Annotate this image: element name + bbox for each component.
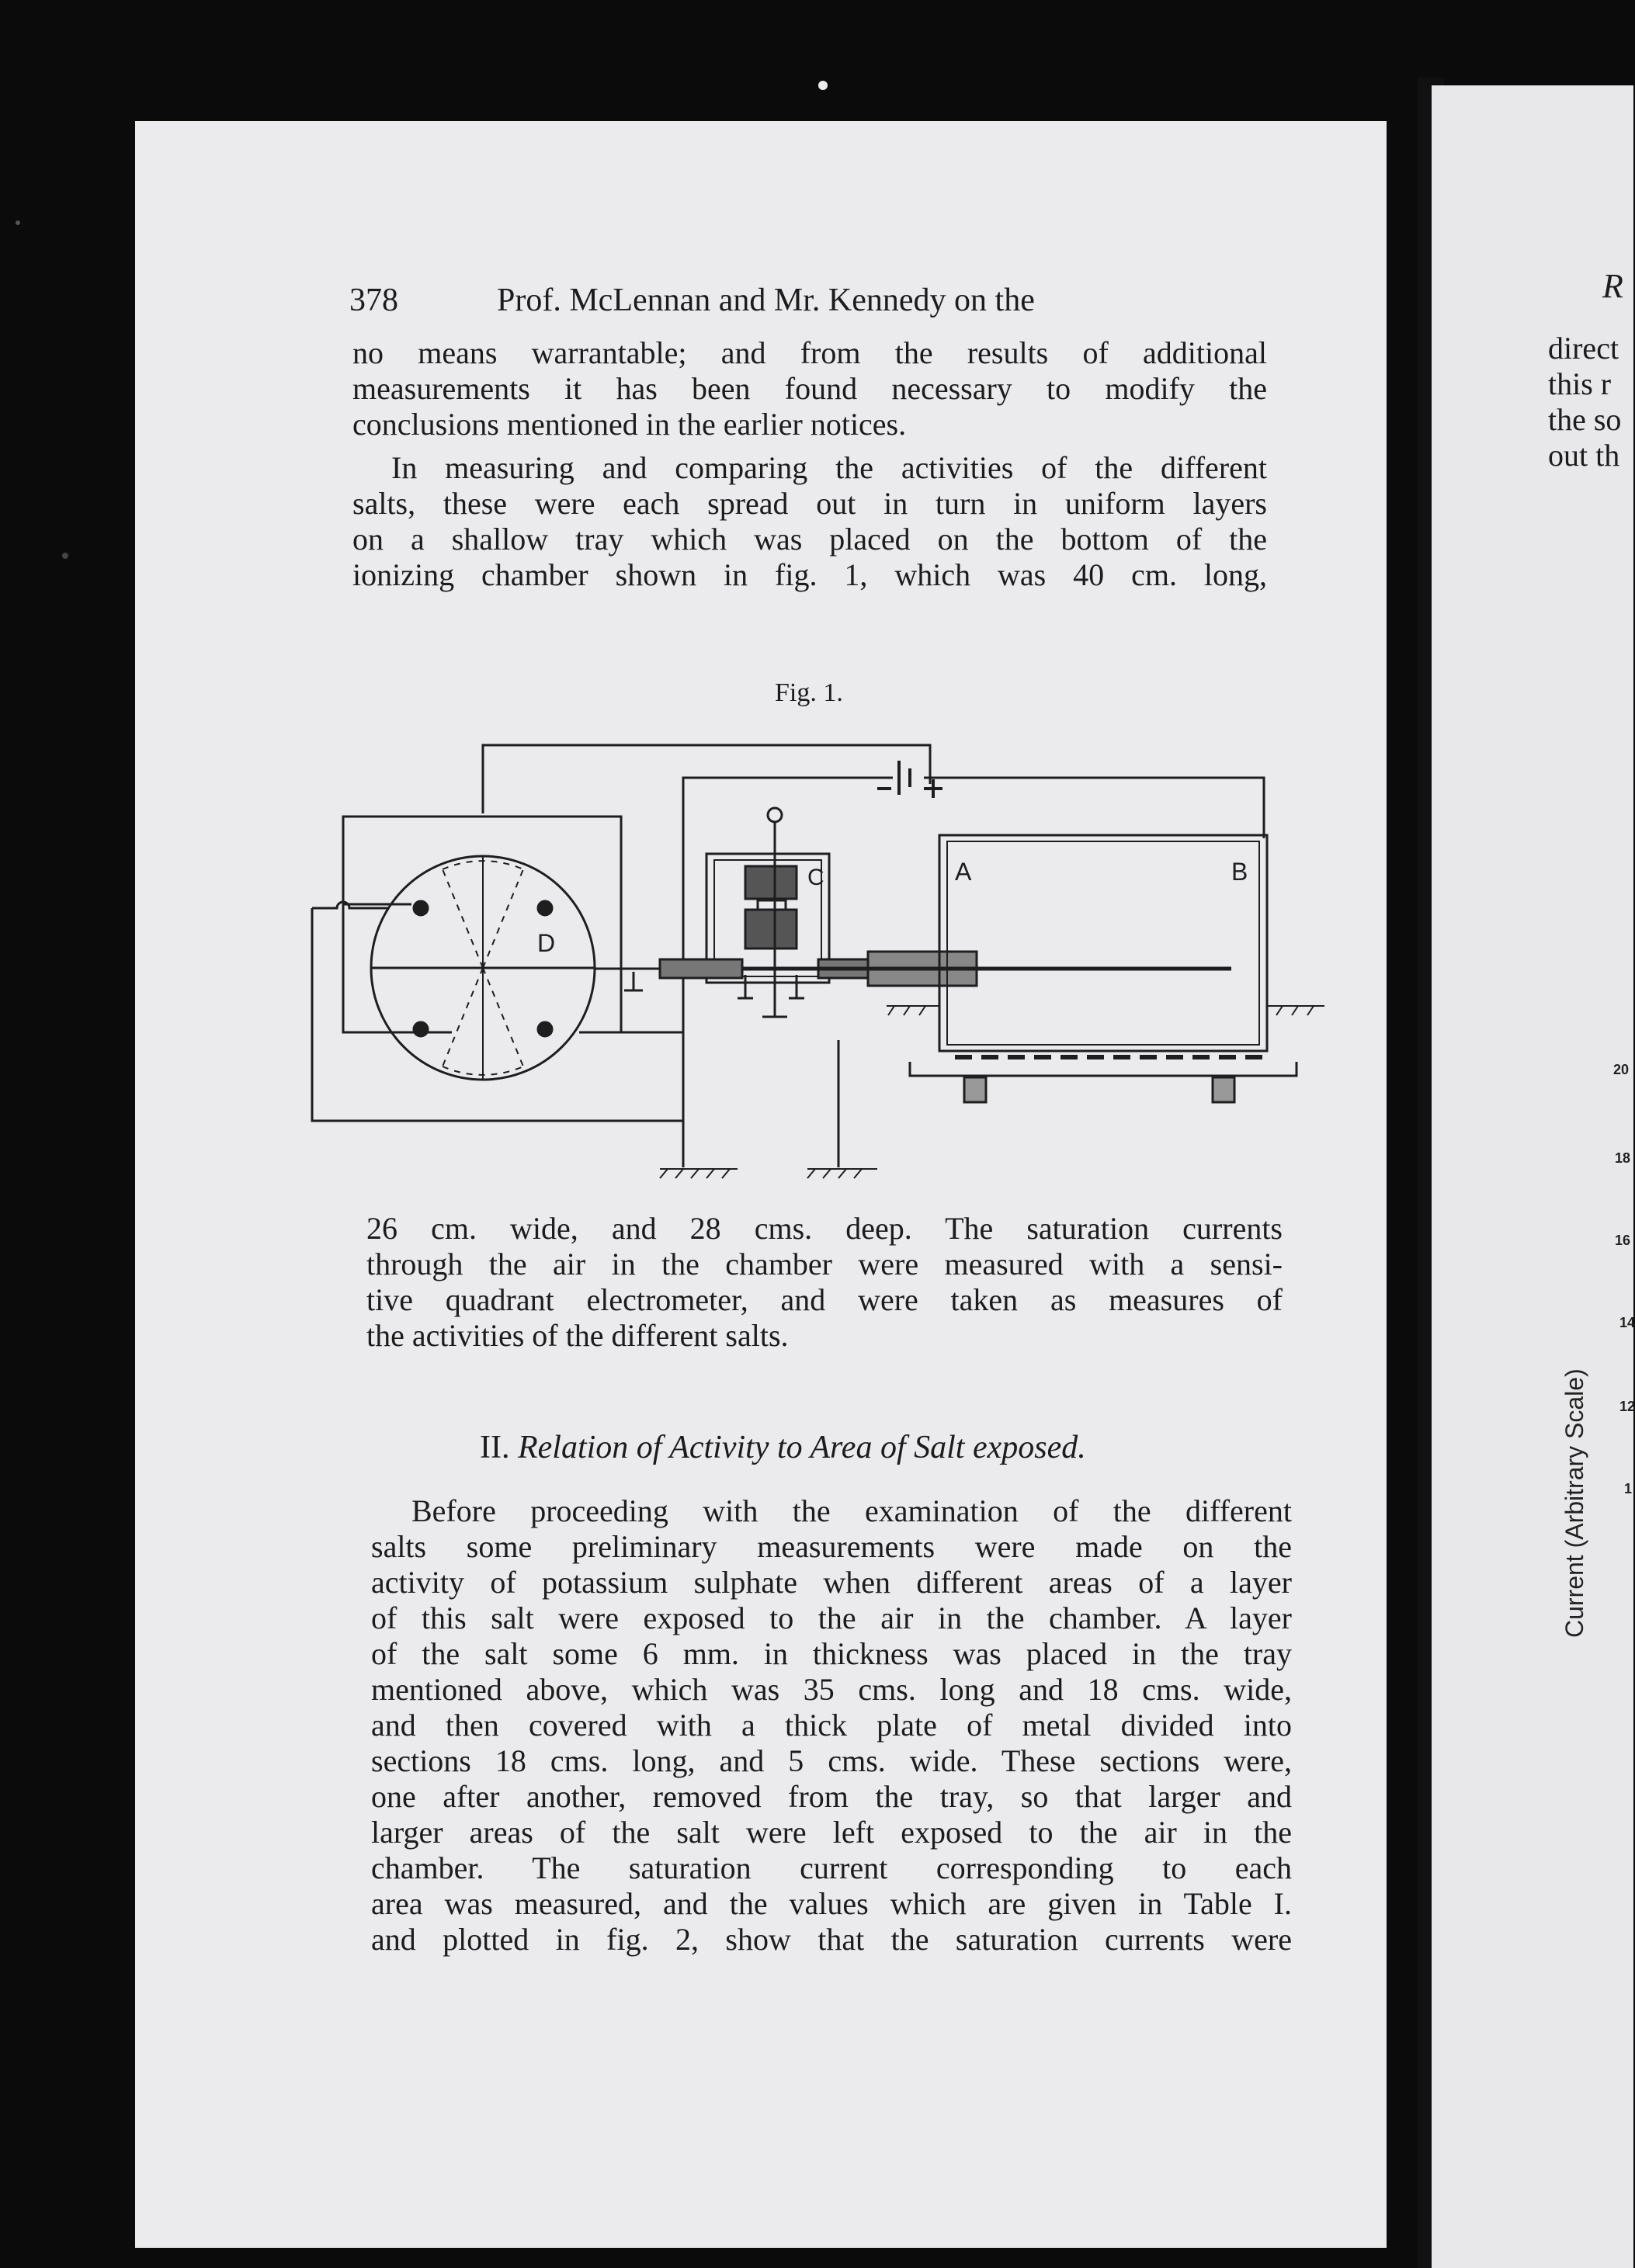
text-line: salts some preliminary measurements were made on the (371, 1529, 1292, 1564)
text-line: of this salt were exposed to the air in the chamber. A layer (371, 1600, 1292, 1635)
text-line: through the air in the chamber were measured with a sensi- (366, 1247, 1283, 1281)
axis-tick: 18 (1615, 1150, 1631, 1166)
axis-tick: 12 (1619, 1399, 1635, 1414)
support-leg (1213, 1077, 1234, 1102)
text-line: tive quadrant electrometer, and were taken as measures of (366, 1282, 1283, 1317)
label-c: C (807, 865, 824, 890)
scan-speck (818, 81, 828, 90)
y-axis-label: Current (Arbitrary Scale) (1560, 1368, 1588, 1638)
label-b: B (1231, 858, 1248, 886)
running-head: Prof. McLennan and Mr. Kennedy on the (497, 283, 1035, 318)
terminal (414, 901, 428, 915)
right-text-line: out th (1548, 438, 1620, 473)
paragraph-3 (366, 1211, 1283, 1354)
paragraph-4 (371, 1493, 1292, 1958)
right-text-line: direct (1548, 331, 1619, 366)
text-line: area was measured, and the values which are given in Table I. (371, 1886, 1292, 1921)
right-running-head: R (1602, 267, 1623, 305)
ground-symbol (660, 1169, 738, 1178)
figure-1-diagram (303, 730, 1343, 1180)
text-line: salts, these were each spread out in turn in uniform layers (352, 486, 1267, 521)
wire (683, 778, 893, 820)
ionizing-chamber (947, 841, 1259, 1045)
ionizing-chamber (939, 835, 1267, 1051)
text-line: of the salt some 6 mm. in thickness was placed in the tray (371, 1636, 1292, 1671)
wire (312, 908, 683, 1121)
key-plug (745, 866, 797, 899)
text-line: ionizing chamber shown in fig. 1, which was 40 cm. long, (352, 557, 1267, 592)
text-line: and plotted in fig. 2, show that the saturation currents were (371, 1922, 1292, 1957)
ground-symbol (887, 1006, 939, 1015)
figure-caption: Fig. 1. (775, 678, 843, 707)
wire (343, 823, 452, 1032)
terminal (538, 901, 552, 915)
wire (483, 817, 621, 1032)
wire (483, 745, 930, 813)
text-line: chamber. The saturation current corresponding to each (371, 1850, 1292, 1885)
chamber-base (910, 1062, 1297, 1076)
ground-symbol (1267, 1006, 1324, 1015)
key-plug (745, 910, 797, 948)
ground-symbol (807, 1169, 877, 1178)
wire (924, 778, 1264, 838)
right-text-line: the so (1548, 402, 1622, 437)
paragraph-2 (352, 450, 1267, 593)
key-plug (758, 900, 786, 910)
text-line: Before proceeding with the examination of the different (411, 1493, 1292, 1528)
label-a: A (955, 858, 972, 886)
text-line: mentioned above, which was 35 cms. long and 18 cms. wide, (371, 1672, 1292, 1707)
text-line: one after another, removed from the tray, so that larger and (371, 1779, 1292, 1814)
insulator (660, 959, 742, 978)
text-line: In measuring and comparing the activities of the different (391, 450, 1267, 485)
text-line: conclusions mentioned in the earlier notices. (352, 407, 907, 442)
scan-speck (16, 220, 20, 225)
axis-tick: 1 (1624, 1481, 1633, 1496)
section-heading (480, 1430, 1086, 1465)
support-leg (964, 1077, 986, 1102)
text-line: on a shallow tray which was placed on the bottom of the (352, 522, 1267, 557)
text-line: measurements it has been found necessary to modify the (352, 371, 1267, 406)
text-line: sections 18 cms. long, and 5 cms. wide. These sections were, (371, 1743, 1292, 1778)
text-line: the activities of the different salts. (366, 1318, 789, 1353)
scan-speck (62, 553, 68, 559)
text-line: no means warrantable; and from the results of additional (352, 335, 1267, 370)
paragraph-1 (352, 335, 1267, 442)
page-number: 378 (349, 283, 398, 318)
text-line: and then covered with a thick plate of metal divided into (371, 1708, 1292, 1743)
key-handle (768, 808, 782, 822)
text-line: larger areas of the salt were left exposed to the air in the (371, 1815, 1292, 1850)
axis-tick: 16 (1615, 1233, 1631, 1248)
terminal (538, 1022, 552, 1036)
axis-tick: 14 (1619, 1315, 1635, 1330)
text-line: activity of potassium sulphate when different areas of a layer (371, 1565, 1292, 1600)
section-number: II. (480, 1430, 510, 1465)
text-line: 26 cm. wide, and 28 cms. deep. The saturation currents (366, 1211, 1283, 1246)
wire (343, 817, 483, 823)
axis-tick: 20 (1613, 1062, 1630, 1077)
label-d: D (537, 929, 556, 957)
section-title: Relation of Activity to Area of Salt exposed. (517, 1430, 1086, 1465)
right-text-line: this r (1548, 366, 1612, 401)
terminal (414, 1022, 428, 1036)
